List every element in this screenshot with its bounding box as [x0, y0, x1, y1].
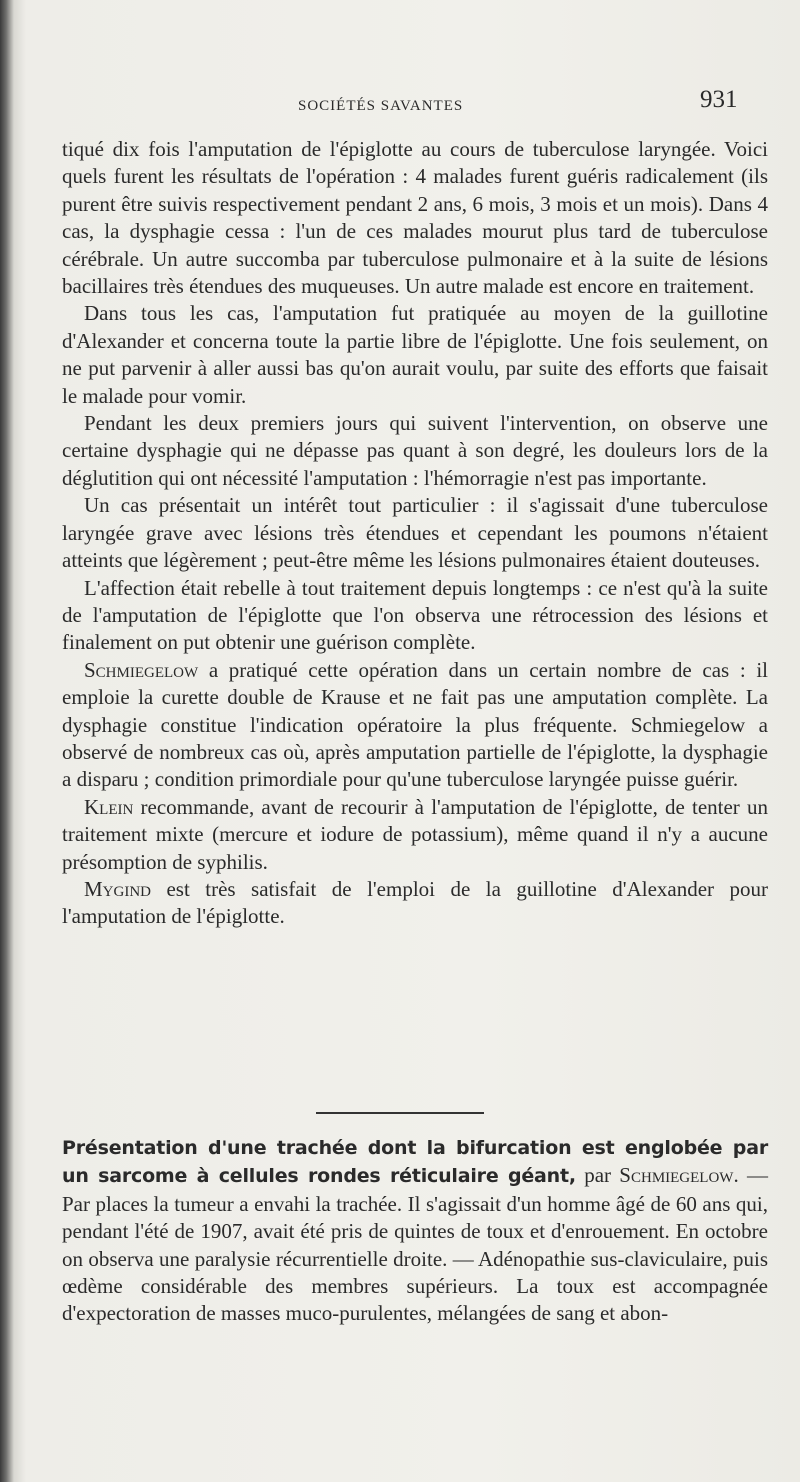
paragraph: Pendant les deux premiers jours qui suivent l'intervention, on observe une certaine dysphagie qui ne dépasse pas quant à son degré, les douleurs lors de la déglutition qui ont nécessité l'amputation : l'hémorragie n'est pas importante.: [62, 411, 768, 490]
paragraph: [62, 657, 768, 794]
author-name: Klein: [84, 794, 134, 819]
paragraph: [62, 876, 768, 931]
section-presentation: [62, 1134, 768, 1328]
body-text: [62, 136, 768, 931]
page-number: 931: [700, 86, 738, 113]
author-name: Schmiegelow: [84, 657, 199, 682]
running-title: SOCIÉTÉS SAVANTES: [298, 98, 464, 114]
paragraph-text: recommande, avant de recourir à l'amputation de l'épiglotte, de tenter un traitement mixte (mercure et iodure de potassium), même quand il n'y a aucune présomption de syphilis.: [62, 794, 768, 874]
paragraph: Dans tous les cas, l'amputation fut pratiquée au moyen de la guillotine d'Alexander et concerna toute la partie libre de l'épiglotte. Une fois seulement, on ne put parvenir à aller aussi bas qu'on aurait voulu, par suite des efforts que faisait le malade pour vomir.: [62, 301, 768, 408]
paragraph: Un cas présentait un intérêt tout particulier : il s'agissait d'une tuberculose laryngée grave avec lésions très étendues et cependant les poumons n'étaient atteints que légèrement ; peut-être même les lésions pulmonaires étaient douteuses.: [62, 493, 768, 573]
paragraph-text: est très satisfait de l'emploi de la guillotine d'Alexander pour l'amputation de l'épiglotte.: [62, 876, 768, 929]
section-divider: [316, 1112, 484, 1114]
page-header: [0, 84, 800, 124]
paragraph: tiqué dix fois l'amputation de l'épiglotte au cours de tuberculose laryngée. Voici quels furent les résultats de l'opération : 4 malades furent guéris radicalement (ils purent être suivis respectivement pendant 2 ans, 6 mois, 3 mois et un mois). Dans 4 cas, la dysphagie cessa : l'un de ces malades mourut plus tard de tuberculose cérébrale. Un autre succomba par tuberculose pulmonaire et à la suite de lésions bacillaires très étendues des muqueuses. Un autre malade est encore en traitement.: [62, 137, 768, 299]
section-text: — Par places la tumeur a envahi la trachée. Il s'agissait d'un homme âgé de 60 ans qui, pendant l'été de 1907, avait été pris de quintes de toux et d'enrouement. En octobre on observa une paralysie récurrentielle droite. — Adénopathie sus-claviculaire, puis œdème considérable des membres supérieurs. La toux est accompagnée d'expectoration de masses muco-purulentes, mélangées de sang et abon-: [62, 1163, 769, 1326]
section-author: Schmiegelow.: [619, 1163, 739, 1188]
paragraph-text: a pratiqué cette opération dans un certain nombre de cas : il emploie la curette double de Krause et ne fait pas une amputation complète. La dysphagie constitue l'indication opératoire la plus fréquente. Schmiegelow a observé de nombreux cas où, après amputation partielle de l'épiglotte, la dysphagie a disparu ; condition primordiale pour qu'une tuberculose laryngée puisse guérir.: [62, 657, 768, 792]
paragraph: [62, 794, 768, 876]
paragraph: L'affection était rebelle à tout traitement depuis longtemps : ce n'est qu'à la suite de l'amputation de l'épiglotte que l'on observa une rétrocession des lésions et finalement on put obtenir une guérison complète.: [62, 575, 768, 655]
section-title: Présentation d'une trachée dont la bifurcation est englobée par un sarcome à cellules rondes réticulaire géant,: [62, 1137, 768, 1188]
section-paragraph: [62, 1134, 768, 1328]
author-name: Mygind: [84, 876, 151, 901]
section-by: par: [575, 1163, 620, 1188]
